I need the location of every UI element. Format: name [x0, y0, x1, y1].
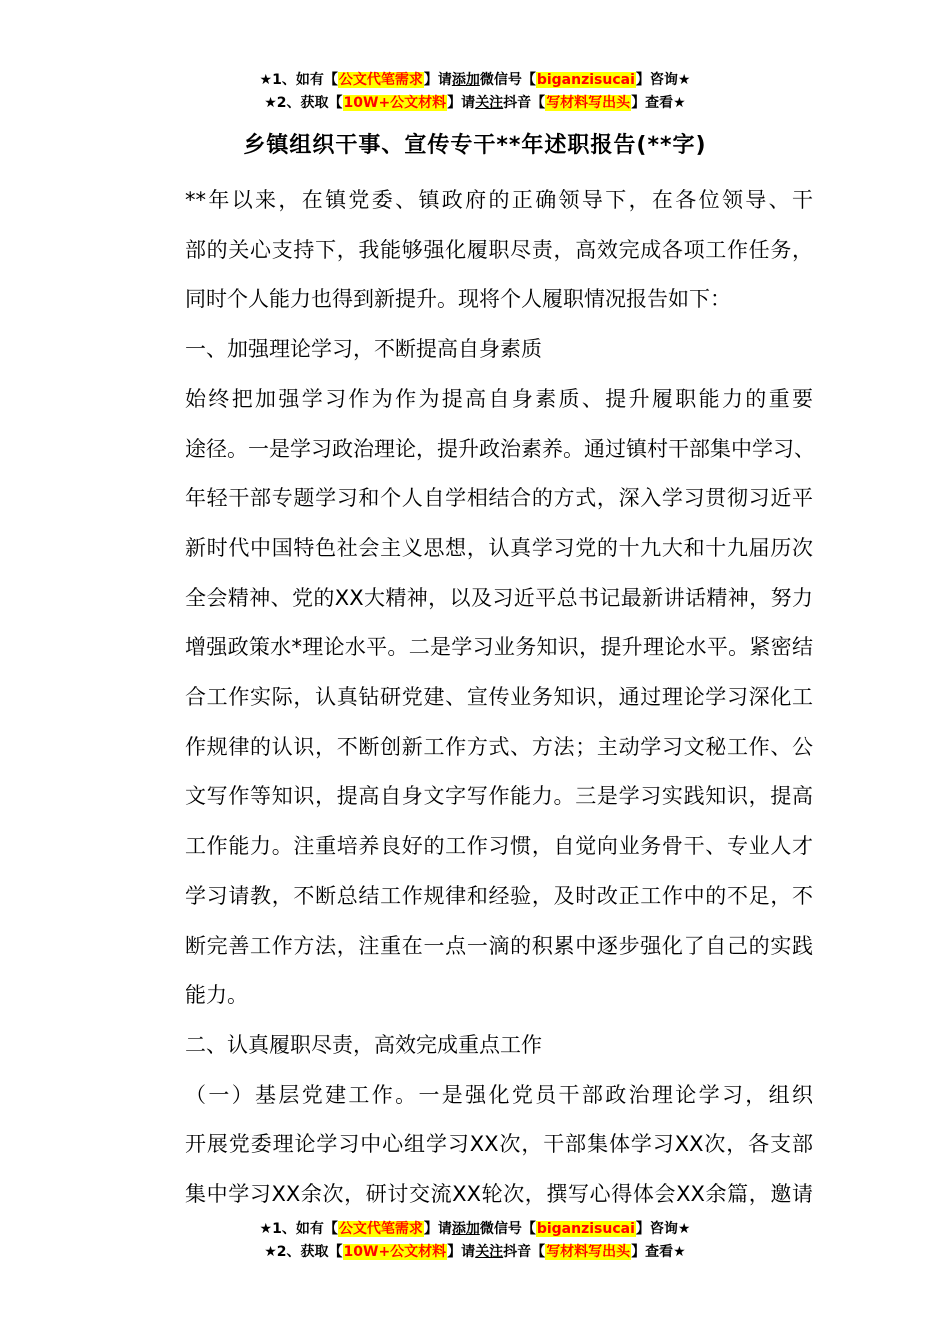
text-line: 作规律的认识，不断创新工作方式、方法；主动学习文秘工作、公 — [185, 734, 813, 759]
text-line: 开展党委理论学习中心组学习XX次，干部集体学习XX次，各支部 — [185, 1132, 813, 1157]
section-heading-1: 一、加强理论学习，不断提高自身素质 — [185, 337, 542, 362]
text-line: 能力。 — [185, 983, 248, 1008]
document-title: 乡镇组织干事、宣传专干**年述职报告(**字) — [243, 133, 707, 158]
promo-douyin-id: 写材料写出头 — [546, 95, 631, 111]
promo-text: 微信号【 — [479, 1221, 536, 1237]
text-line: 增强政策水*理论水平。二是学习业务知识，提升理论水平。紧密结 — [185, 635, 813, 660]
text-line: （一）基层党建工作。一是强化党员干部政治理论学习，组织 — [185, 1082, 813, 1107]
promo-underlined-text: 关注 — [475, 1244, 504, 1260]
promo-text: ★1、如有【 — [259, 72, 338, 88]
promo-highlight: 公文代笔需求 — [338, 1221, 423, 1237]
text-line: 断完善工作方法，注重在一点一滴的积累中逐步强化了自己的实践 — [185, 933, 813, 958]
text-line: 集中学习XX余次，研讨交流XX轮次，撰写心得体会XX余篇，邀请 — [185, 1182, 813, 1207]
text-line: 新时代中国特色社会主义思想，认真学习党的十九大和十九届历次 — [185, 535, 813, 560]
promo-text: 】咨询★ — [635, 72, 691, 88]
promo-line-2 — [0, 1241, 950, 1264]
text-line: 文写作等知识，提高自身文字写作能力。三是学习实践知识，提高 — [185, 784, 813, 809]
text-line: 始终把加强学习作为作为提高自身素质、提升履职能力的重要 — [185, 386, 813, 411]
promo-text: 】查看★ — [631, 95, 686, 111]
promo-underlined-text: 关注 — [475, 95, 504, 111]
promo-highlight: 10W+公文材料 — [343, 95, 447, 111]
promo-line-2 — [0, 92, 950, 115]
promo-line-1 — [0, 69, 950, 92]
text-line: 年轻干部专题学习和个人自学相结合的方式，深入学习贯彻习近平 — [185, 486, 813, 511]
promo-banner-top — [0, 69, 950, 115]
text-line: 途径。一是学习政治理论，提升政治素养。通过镇村干部集中学习、 — [185, 436, 815, 461]
text-line: 工作能力。注重培养良好的工作习惯，自觉向业务骨干、专业人才 — [185, 834, 813, 859]
promo-text: 抖音【 — [503, 1244, 546, 1260]
promo-text: ★2、获取【 — [264, 95, 343, 111]
section-heading-2: 二、认真履职尽责，高效完成重点工作 — [185, 1032, 542, 1057]
text-line: 全会精神、党的XX大精神，以及习近平总书记最新讲话精神，努力 — [185, 585, 813, 610]
promo-wechat-id: biganzisucai — [536, 1221, 635, 1237]
promo-text: 抖音【 — [503, 95, 546, 111]
text-line: 合工作实际，认真钻研党建、宣传业务知识，通过理论学习深化工 — [185, 685, 813, 710]
intro-paragraph — [143, 176, 813, 325]
promo-text: 微信号【 — [479, 72, 536, 88]
promo-text: ★2、获取【 — [264, 1244, 343, 1260]
promo-douyin-id: 写材料写出头 — [546, 1244, 631, 1260]
promo-text: 】请 — [447, 95, 476, 111]
text-line: 部的关心支持下，我能够强化履职尽责，高效完成各项工作任务， — [185, 237, 813, 262]
promo-text: 】请 — [423, 72, 452, 88]
promo-wechat-id: biganzisucai — [536, 72, 635, 88]
text-line: 学习请教，不断总结工作规律和经验，及时改正工作中的不足，不 — [185, 883, 813, 908]
promo-underlined-text: 添加 — [451, 1221, 480, 1237]
text-line: 同时个人能力也得到新提升。现将个人履职情况报告如下： — [185, 287, 731, 312]
promo-banner-bottom — [0, 1218, 950, 1264]
document-body — [143, 176, 813, 1220]
promo-text: 】查看★ — [631, 1244, 686, 1260]
promo-line-1 — [0, 1218, 950, 1241]
promo-text: ★1、如有【 — [259, 1221, 338, 1237]
text-line: **年以来，在镇党委、镇政府的正确领导下，在各位领导、干 — [185, 188, 813, 212]
section-2-paragraph — [143, 1071, 813, 1220]
section-1-paragraph — [143, 375, 813, 1021]
promo-underlined-text: 添加 — [451, 72, 480, 88]
promo-text: 】咨询★ — [635, 1221, 691, 1237]
promo-highlight: 10W+公文材料 — [343, 1244, 447, 1260]
promo-text: 】请 — [447, 1244, 476, 1260]
promo-text: 】请 — [423, 1221, 452, 1237]
promo-highlight: 公文代笔需求 — [338, 72, 423, 88]
